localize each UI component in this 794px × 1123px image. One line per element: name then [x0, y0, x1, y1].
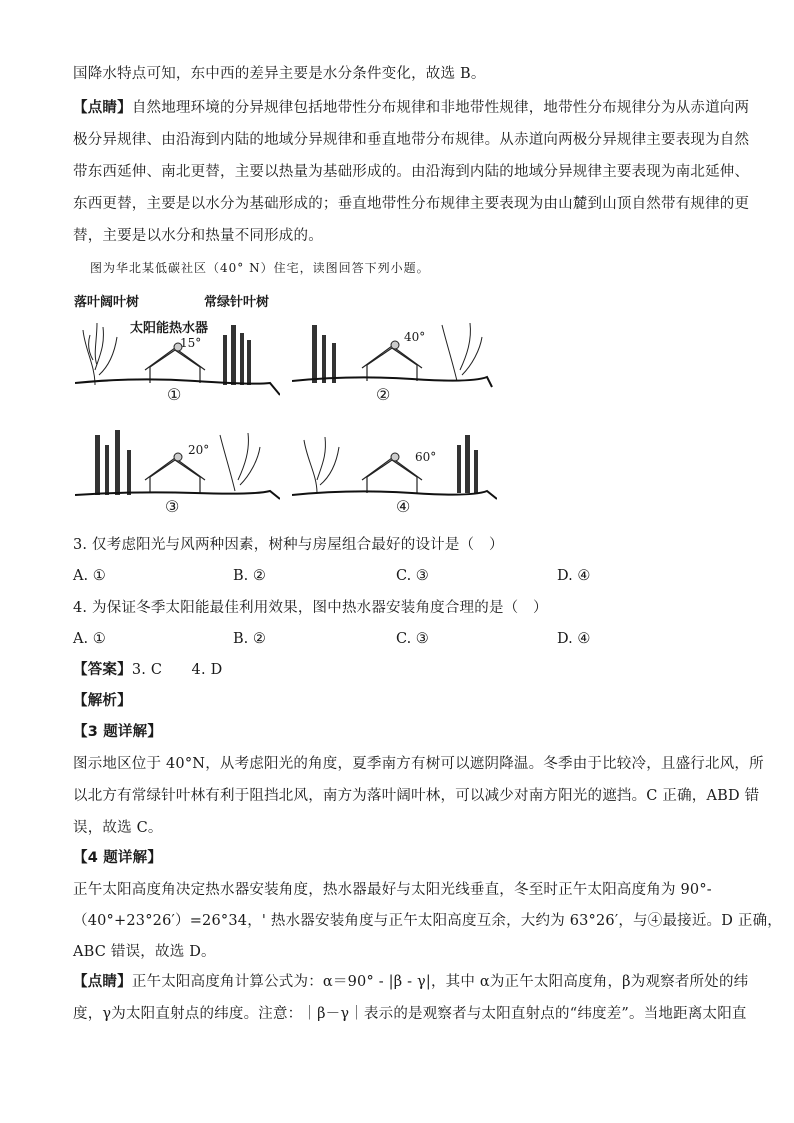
- text-line: 替，主要是以水分和热量不同形成的。: [73, 228, 323, 244]
- question-4-stem: 4. 为保证冬季太阳能最佳利用效果，图中热水器安装角度合理的是（ ）: [73, 600, 548, 616]
- text-line: 极分异规律、由沿海到内陆的地域分异规律和垂直地带分布规律。从赤道向两极分异规律主要表现为自然: [73, 132, 750, 148]
- tip-tag: 【点睛】: [73, 100, 132, 116]
- panel-3-angle: 20°: [188, 443, 210, 457]
- label-deciduous: 落叶阔叶树: [74, 295, 140, 310]
- answer-line: [73, 660, 222, 680]
- text-line: [73, 972, 748, 992]
- text-line: （40°+23°26′）=26°34，' 热水器安装角度与正午太阳高度互余，大约为 63°26′，与④最接近。D 正确，: [73, 913, 782, 929]
- panel-1-number: ①: [167, 385, 182, 404]
- text-line: [73, 98, 749, 118]
- text-line: 度，γ为太阳直射点的纬度。注意：｜β－γ｜表示的是观察者与太阳直射点的“纬度差”。当地距离太阳直: [73, 1006, 747, 1022]
- panel-4-drawing: [292, 425, 497, 510]
- tip-text: 自然地理环境的分异规律包括地带性分布规律和非地带性规律，地带性分布规律分为从赤道向两: [131, 100, 750, 116]
- panel-4-number: ④: [396, 497, 411, 516]
- q4-option-a[interactable]: A. ①: [73, 631, 106, 647]
- question-3-stem: 3. 仅考虑阳光与风两种因素，树种与房屋组合最好的设计是（ ）: [73, 537, 504, 553]
- panel-2-angle: 40°: [404, 330, 426, 344]
- answer-text: 3. C 4. D: [131, 662, 223, 678]
- analysis-tag: 【解析】: [73, 693, 132, 709]
- text-line: 以北方有常绿针叶林有利于阻挡北风，南方为落叶阔叶林，可以减少对南方阳光的遮挡。C 正确，ABD 错: [73, 788, 760, 804]
- tip2-text: 正午太阳高度角计算公式为：α＝90° - |β - γ|，其中 α为正午太阳高度角，β为观察者所处的纬: [131, 974, 749, 990]
- detail-3-tag: 【3 题详解】: [73, 724, 163, 740]
- text-line: 国降水特点可知，东中西的差异主要是水分条件变化，故选 B。: [73, 66, 486, 82]
- text-line: 图示地区位于 40°N，从考虑阳光的角度，夏季南方有树可以遮阴降温。冬季由于比较冷，且盛行北风，所: [73, 756, 764, 772]
- tip2-tag: 【点睛】: [73, 974, 132, 990]
- answer-tag: 【答案】: [73, 662, 132, 678]
- text-line: ABC 错误，故选 D。: [73, 944, 216, 960]
- q3-option-b[interactable]: B. ②: [233, 568, 266, 584]
- figure: [70, 285, 510, 520]
- panel-1-angle: 15°: [180, 336, 202, 350]
- label-evergreen: 常绿针叶树: [204, 295, 270, 310]
- q4-option-c[interactable]: C. ③: [396, 631, 429, 647]
- text-line: 带东西延伸、南北更替，主要以热量为基础形成的。由沿海到内陆的地域分异规律主要表现为南北延伸、: [73, 164, 750, 180]
- q3-option-d[interactable]: D. ④: [557, 568, 591, 584]
- detail-4-tag: 【4 题详解】: [73, 850, 163, 866]
- q3-option-a[interactable]: A. ①: [73, 568, 106, 584]
- q3-option-c[interactable]: C. ③: [396, 568, 429, 584]
- panel-2-number: ②: [376, 385, 391, 404]
- text-line: 正午太阳高度角决定热水器安装角度，热水器最好与太阳光线垂直，冬至时正午太阳高度角为 90°-: [73, 882, 712, 898]
- panel-3-number: ③: [165, 497, 180, 516]
- panel-4-angle: 60°: [415, 450, 437, 464]
- text-line: 东西更替，主要是以水分为基础形成的；垂直地带性分布规律主要表现为由山麓到山顶自然带有规律的更: [73, 196, 750, 212]
- q4-option-d[interactable]: D. ④: [557, 631, 591, 647]
- q4-option-b[interactable]: B. ②: [233, 631, 266, 647]
- text-line: 误，故选 C。: [73, 820, 163, 836]
- panel-2-drawing: [292, 315, 497, 400]
- figure-caption: 图为华北某低碳社区（40° N）住宅，读图回答下列小题。: [90, 261, 430, 275]
- label-heater: 太阳能热水器: [130, 321, 209, 336]
